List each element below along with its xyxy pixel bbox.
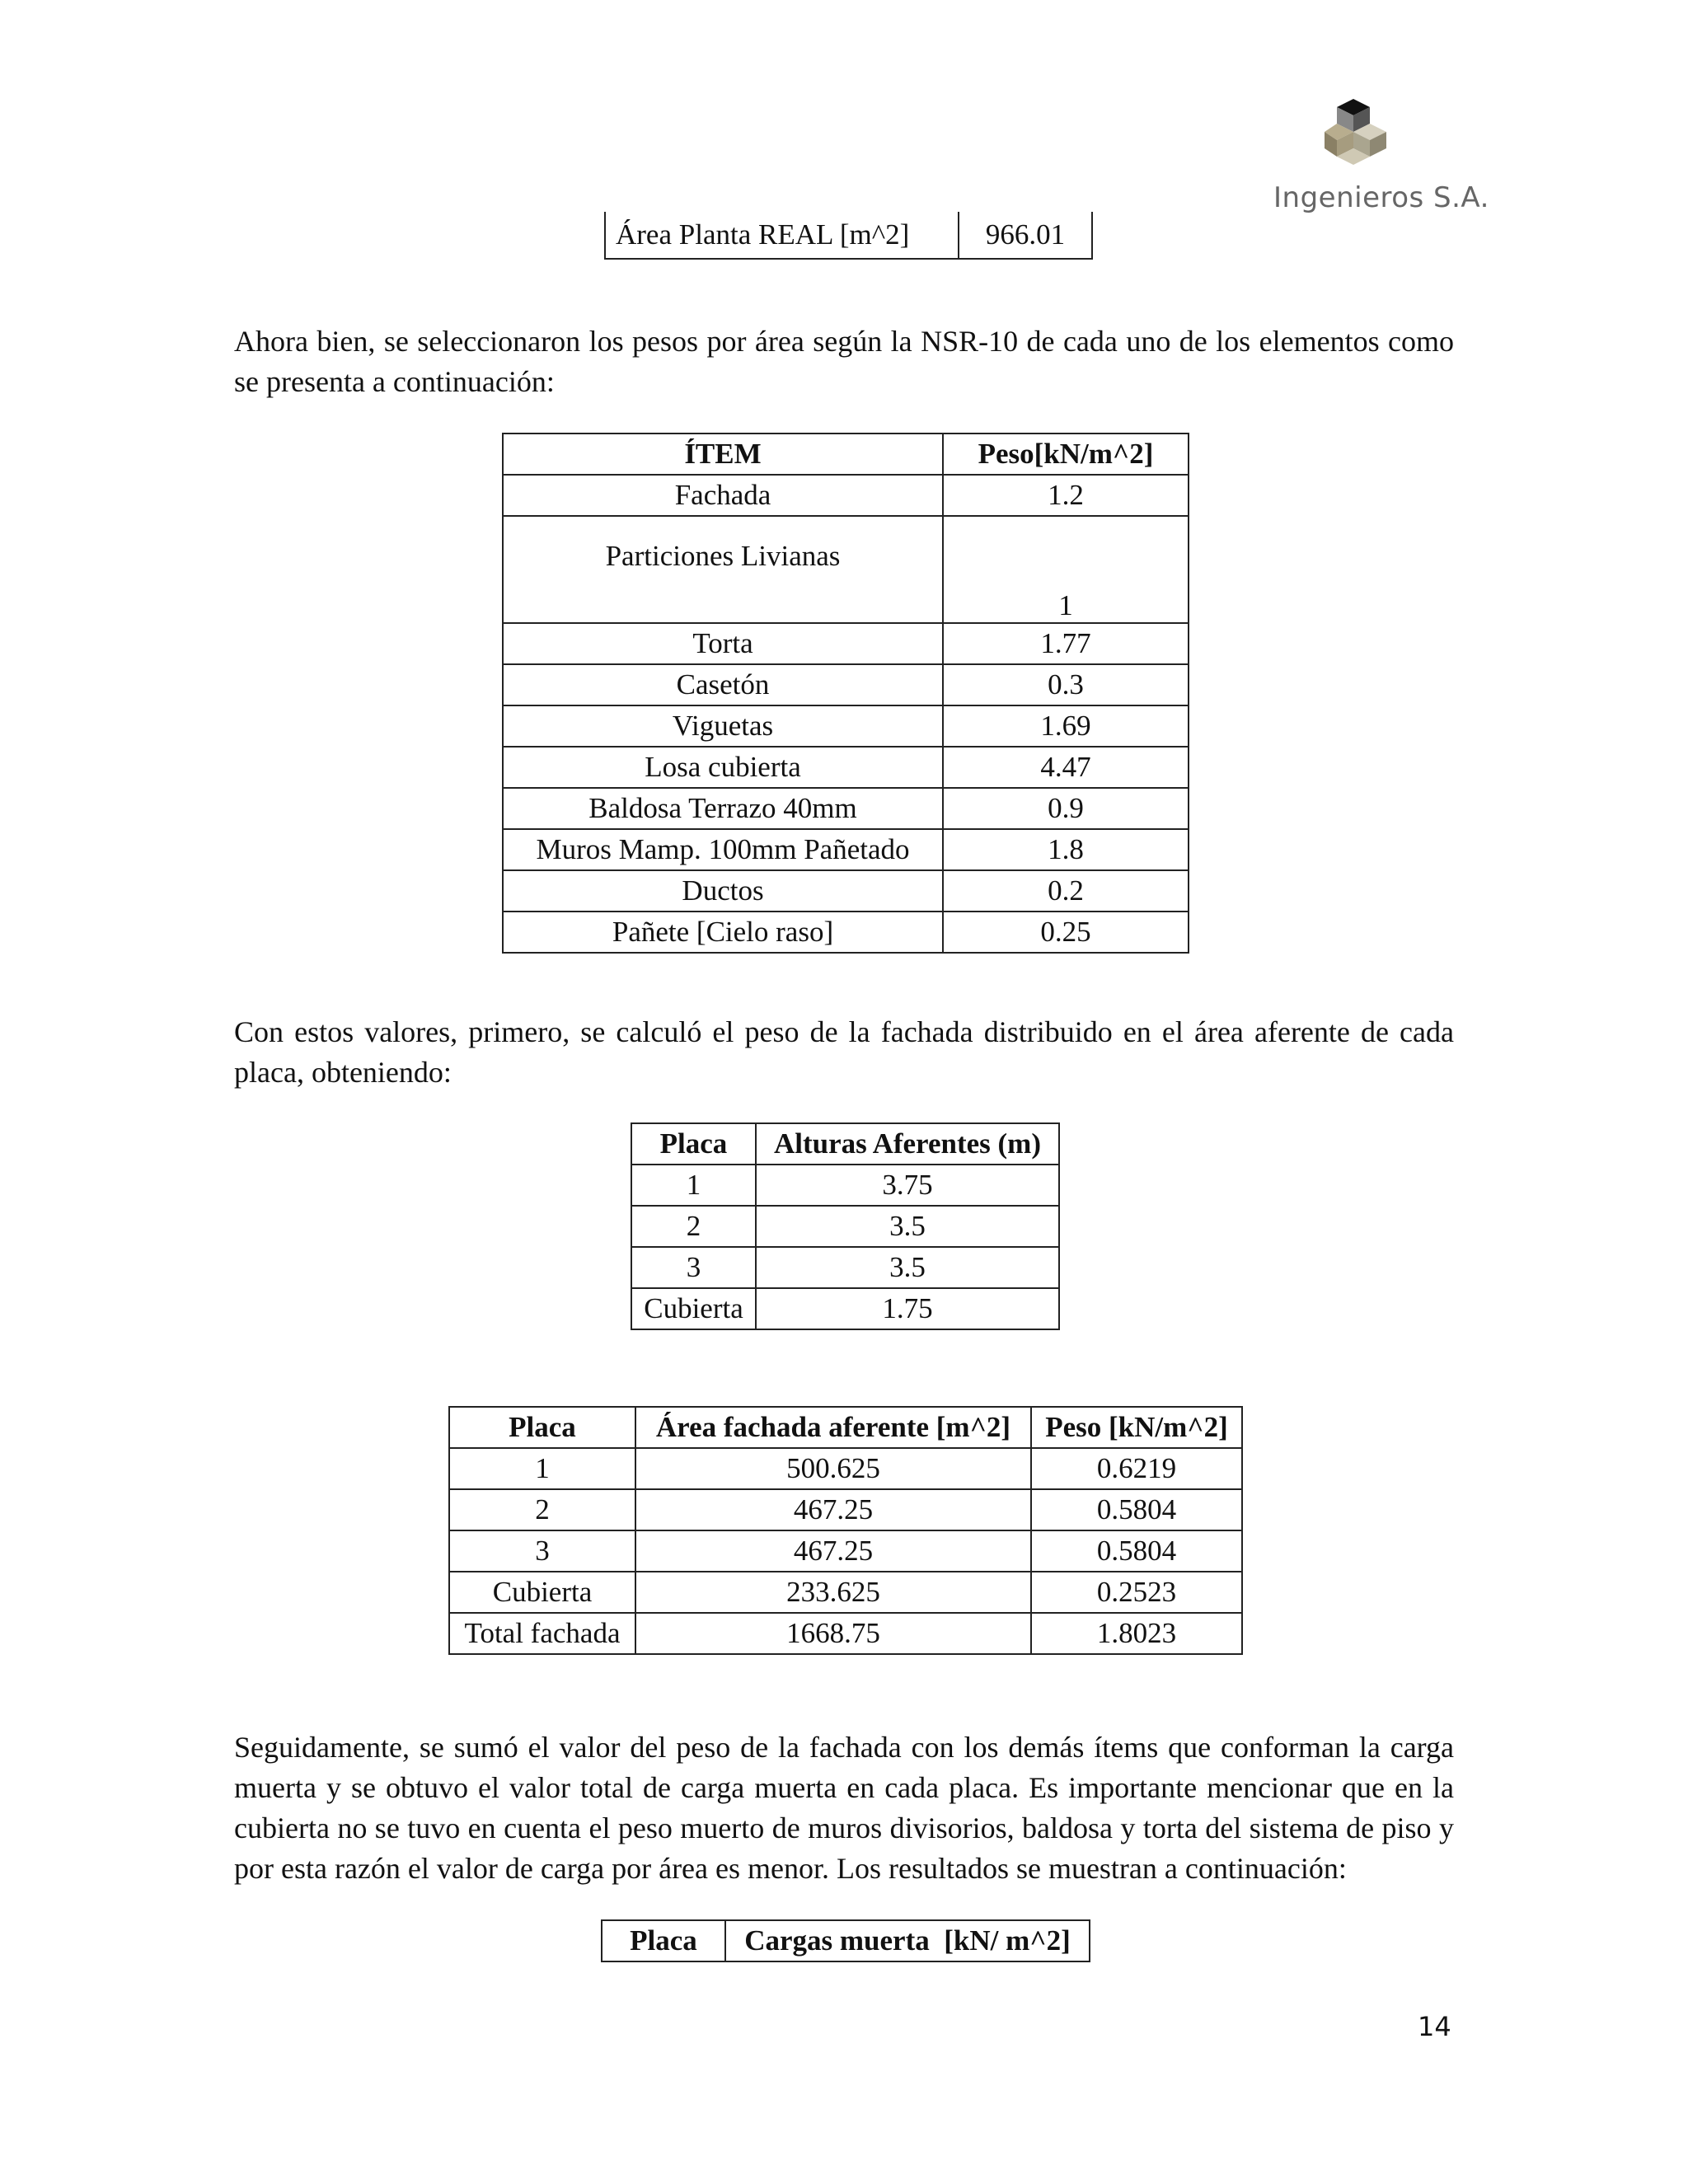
table-cell: Particiones Livianas xyxy=(503,516,943,623)
table-cell: 0.2523 xyxy=(1031,1572,1242,1613)
table-cell: Cubierta xyxy=(631,1288,756,1329)
table-row xyxy=(503,664,1189,705)
table-cell: Losa cubierta xyxy=(503,747,943,788)
table-header-row xyxy=(631,1123,1059,1165)
table-row xyxy=(503,475,1189,516)
table-row xyxy=(631,1206,1059,1247)
table-cell: Torta xyxy=(503,623,943,664)
table-cell: 1.8 xyxy=(943,829,1189,870)
header-weight: Peso[kN/m^2] xyxy=(943,434,1189,475)
table-cell: Viguetas xyxy=(503,705,943,747)
table-row xyxy=(631,1288,1059,1329)
area-label: Área Planta REAL [m^2] xyxy=(605,212,959,259)
table-row xyxy=(449,1613,1242,1654)
table-cell: 0.3 xyxy=(943,664,1189,705)
table-cell: 2 xyxy=(631,1206,756,1247)
table-cell: 0.9 xyxy=(943,788,1189,829)
table-row xyxy=(449,1448,1242,1489)
table-cell: 3.5 xyxy=(756,1206,1059,1247)
heights-table xyxy=(631,1122,1060,1330)
table-cell: 3.75 xyxy=(756,1165,1059,1206)
table-row xyxy=(503,705,1189,747)
table-row xyxy=(503,870,1189,912)
items-table xyxy=(502,433,1189,954)
table-header-row xyxy=(449,1407,1242,1448)
table-row xyxy=(631,1247,1059,1288)
table-cell: 1.75 xyxy=(756,1288,1059,1329)
table-row xyxy=(503,516,1189,623)
table-row xyxy=(605,212,1092,259)
paragraph-3: Seguidamente, se sumó el valor del peso de la fachada con los demás ítems que conforman la carga muerta y se obtuvo el valor total de carga muerta en cada placa. Es importante mencionar que en la cubierta no se tuvo en cuenta el peso muerto de muros divisorios, baldosa y torta del sistema de piso y por esta razón el valor de carga por área es menor. Los resultados se muestran a continuación: xyxy=(234,1731,1454,1885)
table-cell: 1.69 xyxy=(943,705,1189,747)
table-cell: 1 xyxy=(631,1165,756,1206)
table-cell: 0.2 xyxy=(943,870,1189,912)
header-dead-load: Cargas muerta [kN/ m^2] xyxy=(725,1920,1090,1961)
table-cell: 2 xyxy=(449,1489,635,1530)
header-placa: Placa xyxy=(631,1123,756,1165)
table-cell: 0.6219 xyxy=(1031,1448,1242,1489)
table-cell: Pañete [Cielo raso] xyxy=(503,912,943,953)
header-area: Área fachada aferente [m^2] xyxy=(635,1407,1031,1448)
table-cell: 3.5 xyxy=(756,1247,1059,1288)
table-cell: 0.5804 xyxy=(1031,1530,1242,1572)
table-cell: Total fachada xyxy=(449,1613,635,1654)
table-cell: Ductos xyxy=(503,870,943,912)
paragraph-2: Con estos valores, primero, se calculó el peso de la fachada distribuido en el área aferente de cada placa, obteniendo: xyxy=(234,1015,1454,1089)
table-cell: Cubierta xyxy=(449,1572,635,1613)
area-table xyxy=(604,212,1093,260)
header-placa: Placa xyxy=(449,1407,635,1448)
header-item: ÍTEM xyxy=(503,434,943,475)
table-cell: 1.8023 xyxy=(1031,1613,1242,1654)
table-cell: 500.625 xyxy=(635,1448,1031,1489)
table-row xyxy=(503,623,1189,664)
cubes-logo-icon xyxy=(1325,95,1415,177)
table-cell: 1.2 xyxy=(943,475,1189,516)
table-cell: 3 xyxy=(449,1530,635,1572)
table-cell: 4.47 xyxy=(943,747,1189,788)
table-row xyxy=(503,788,1189,829)
table-cell: 1 xyxy=(943,516,1189,623)
table-cell: Muros Mamp. 100mm Pañetado xyxy=(503,829,943,870)
table-row xyxy=(503,829,1189,870)
table-cell: 0.25 xyxy=(943,912,1189,953)
table-cell: 3 xyxy=(631,1247,756,1288)
table-cell: 467.25 xyxy=(635,1489,1031,1530)
table-header-row xyxy=(602,1920,1090,1961)
table-cell: 1 xyxy=(449,1448,635,1489)
table-cell: 233.625 xyxy=(635,1572,1031,1613)
table-row xyxy=(449,1572,1242,1613)
table-cell: Casetón xyxy=(503,664,943,705)
table-cell: 1668.75 xyxy=(635,1613,1031,1654)
header-placa: Placa xyxy=(602,1920,725,1961)
header-heights: Alturas Aferentes (m) xyxy=(756,1123,1059,1165)
facade-table xyxy=(448,1406,1243,1655)
table-cell: 467.25 xyxy=(635,1530,1031,1572)
table-cell: 0.5804 xyxy=(1031,1489,1242,1530)
table-row xyxy=(503,747,1189,788)
area-value: 966.01 xyxy=(959,212,1092,259)
paragraph-1: Ahora bien, se seleccionaron los pesos por área según la NSR-10 de cada uno de los elementos como se presenta a continuación: xyxy=(234,325,1454,398)
table-cell: Baldosa Terrazo 40mm xyxy=(503,788,943,829)
table-header-row xyxy=(503,434,1189,475)
table-row xyxy=(503,912,1189,953)
company-logo xyxy=(1273,95,1489,218)
table-cell: 1.77 xyxy=(943,623,1189,664)
table-row xyxy=(631,1165,1059,1206)
header-weight: Peso [kN/m^2] xyxy=(1031,1407,1242,1448)
page-number: 14 xyxy=(1418,2011,1451,2042)
table-row xyxy=(449,1530,1242,1572)
table-row xyxy=(449,1489,1242,1530)
dead-load-table xyxy=(601,1919,1090,1962)
table-cell: Fachada xyxy=(503,475,943,516)
logo-text: Ingenieros S.A. xyxy=(1273,181,1489,214)
